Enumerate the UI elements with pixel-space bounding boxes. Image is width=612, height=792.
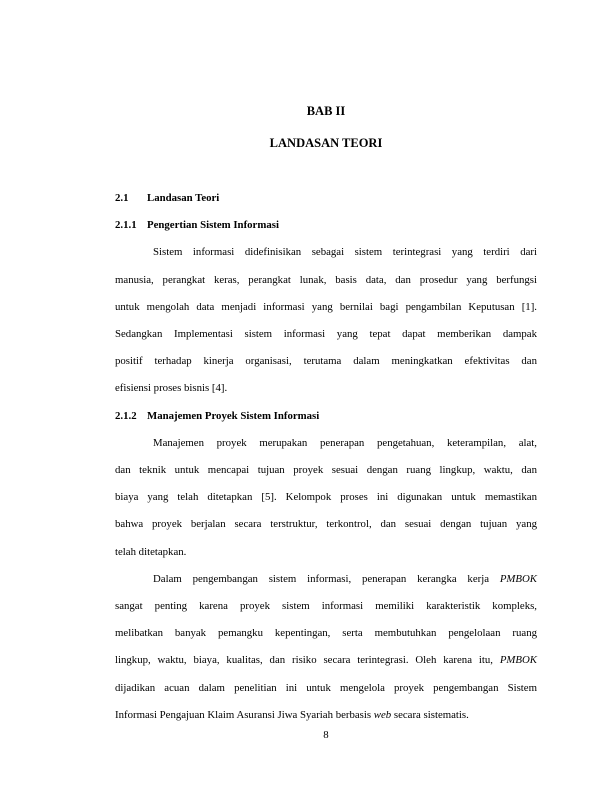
section-heading-2.1 <box>115 185 537 212</box>
text-line: dijadikan acuan dalam penelitian ini untuk mengelola proyek pengembangan Sistem <box>115 681 537 694</box>
section-title: Pengertian Sistem Informasi <box>147 219 279 232</box>
paragraph <box>115 566 537 729</box>
text-line: Dalam pengembangan sistem informasi, penerapan kerangka kerja PMBOK <box>153 572 537 585</box>
text-line: dan teknik untuk mencapai tujuan proyek sesuai dengan ruang lingkup, waktu, dan <box>115 464 537 477</box>
section-number: 2.1 <box>115 192 129 204</box>
text-line: manusia, perangkat keras, perangkat lunak, basis data, dan prosedur yang berfungsi <box>115 273 537 286</box>
document-body <box>115 185 537 729</box>
section-number: 2.1.2 <box>115 409 137 422</box>
text-line: untuk mengolah data menjadi informasi yang bernilai bagi pengambilan Keputusan [1]. <box>115 300 537 313</box>
section-title: Manajemen Proyek Sistem Informasi <box>147 409 320 422</box>
paragraph <box>115 239 537 402</box>
paragraph <box>115 430 537 566</box>
section-heading-2.1.1 <box>115 212 537 239</box>
section-number: 2.1.1 <box>115 219 137 232</box>
page-number: 8 <box>323 729 329 741</box>
text-line: Manajemen proyek merupakan penerapan pengetahuan, keterampilan, alat, <box>153 436 537 449</box>
chapter-title-line2: LANDASAN TEORI <box>269 136 383 150</box>
text-line: Sedangkan Implementasi sistem informasi yang tepat dapat memberikan dampak <box>115 328 537 341</box>
text-line: bahwa proyek berjalan secara terstruktur, terkontrol, dan sesuai dengan tujuan yang <box>115 518 537 531</box>
text-line: telah ditetapkan. <box>115 545 187 558</box>
text-line: lingkup, waktu, biaya, kualitas, dan risiko secara terintegrasi. Oleh karena itu, PMBOK <box>115 654 537 667</box>
section-heading-2.1.2 <box>115 403 537 430</box>
text-line: biaya yang telah ditetapkan [5]. Kelompok proses ini digunakan untuk memastikan <box>115 491 537 504</box>
text-line: sangat penting karena proyek sistem informasi memiliki karakteristik kompleks, <box>115 600 537 613</box>
text-line: positif terhadap kinerja organisasi, terutama dalam meningkatkan efektivitas dan <box>115 355 537 368</box>
chapter-title-line1: BAB II <box>306 104 346 118</box>
text-line: efisiensi proses bisnis [4]. <box>115 382 228 395</box>
text-line: Informasi Pengajuan Klaim Asuransi Jiwa Syariah berbasis web secara sistematis. <box>115 708 469 721</box>
chapter-title <box>40 104 612 150</box>
text-line: Sistem informasi didefinisikan sebagai sistem terintegrasi yang terdiri dari <box>153 246 537 259</box>
section-title: Landasan Teori <box>147 192 220 204</box>
text-line: melibatkan banyak pemangku kepentingan, serta membutuhkan pengelolaan ruang <box>115 627 537 640</box>
